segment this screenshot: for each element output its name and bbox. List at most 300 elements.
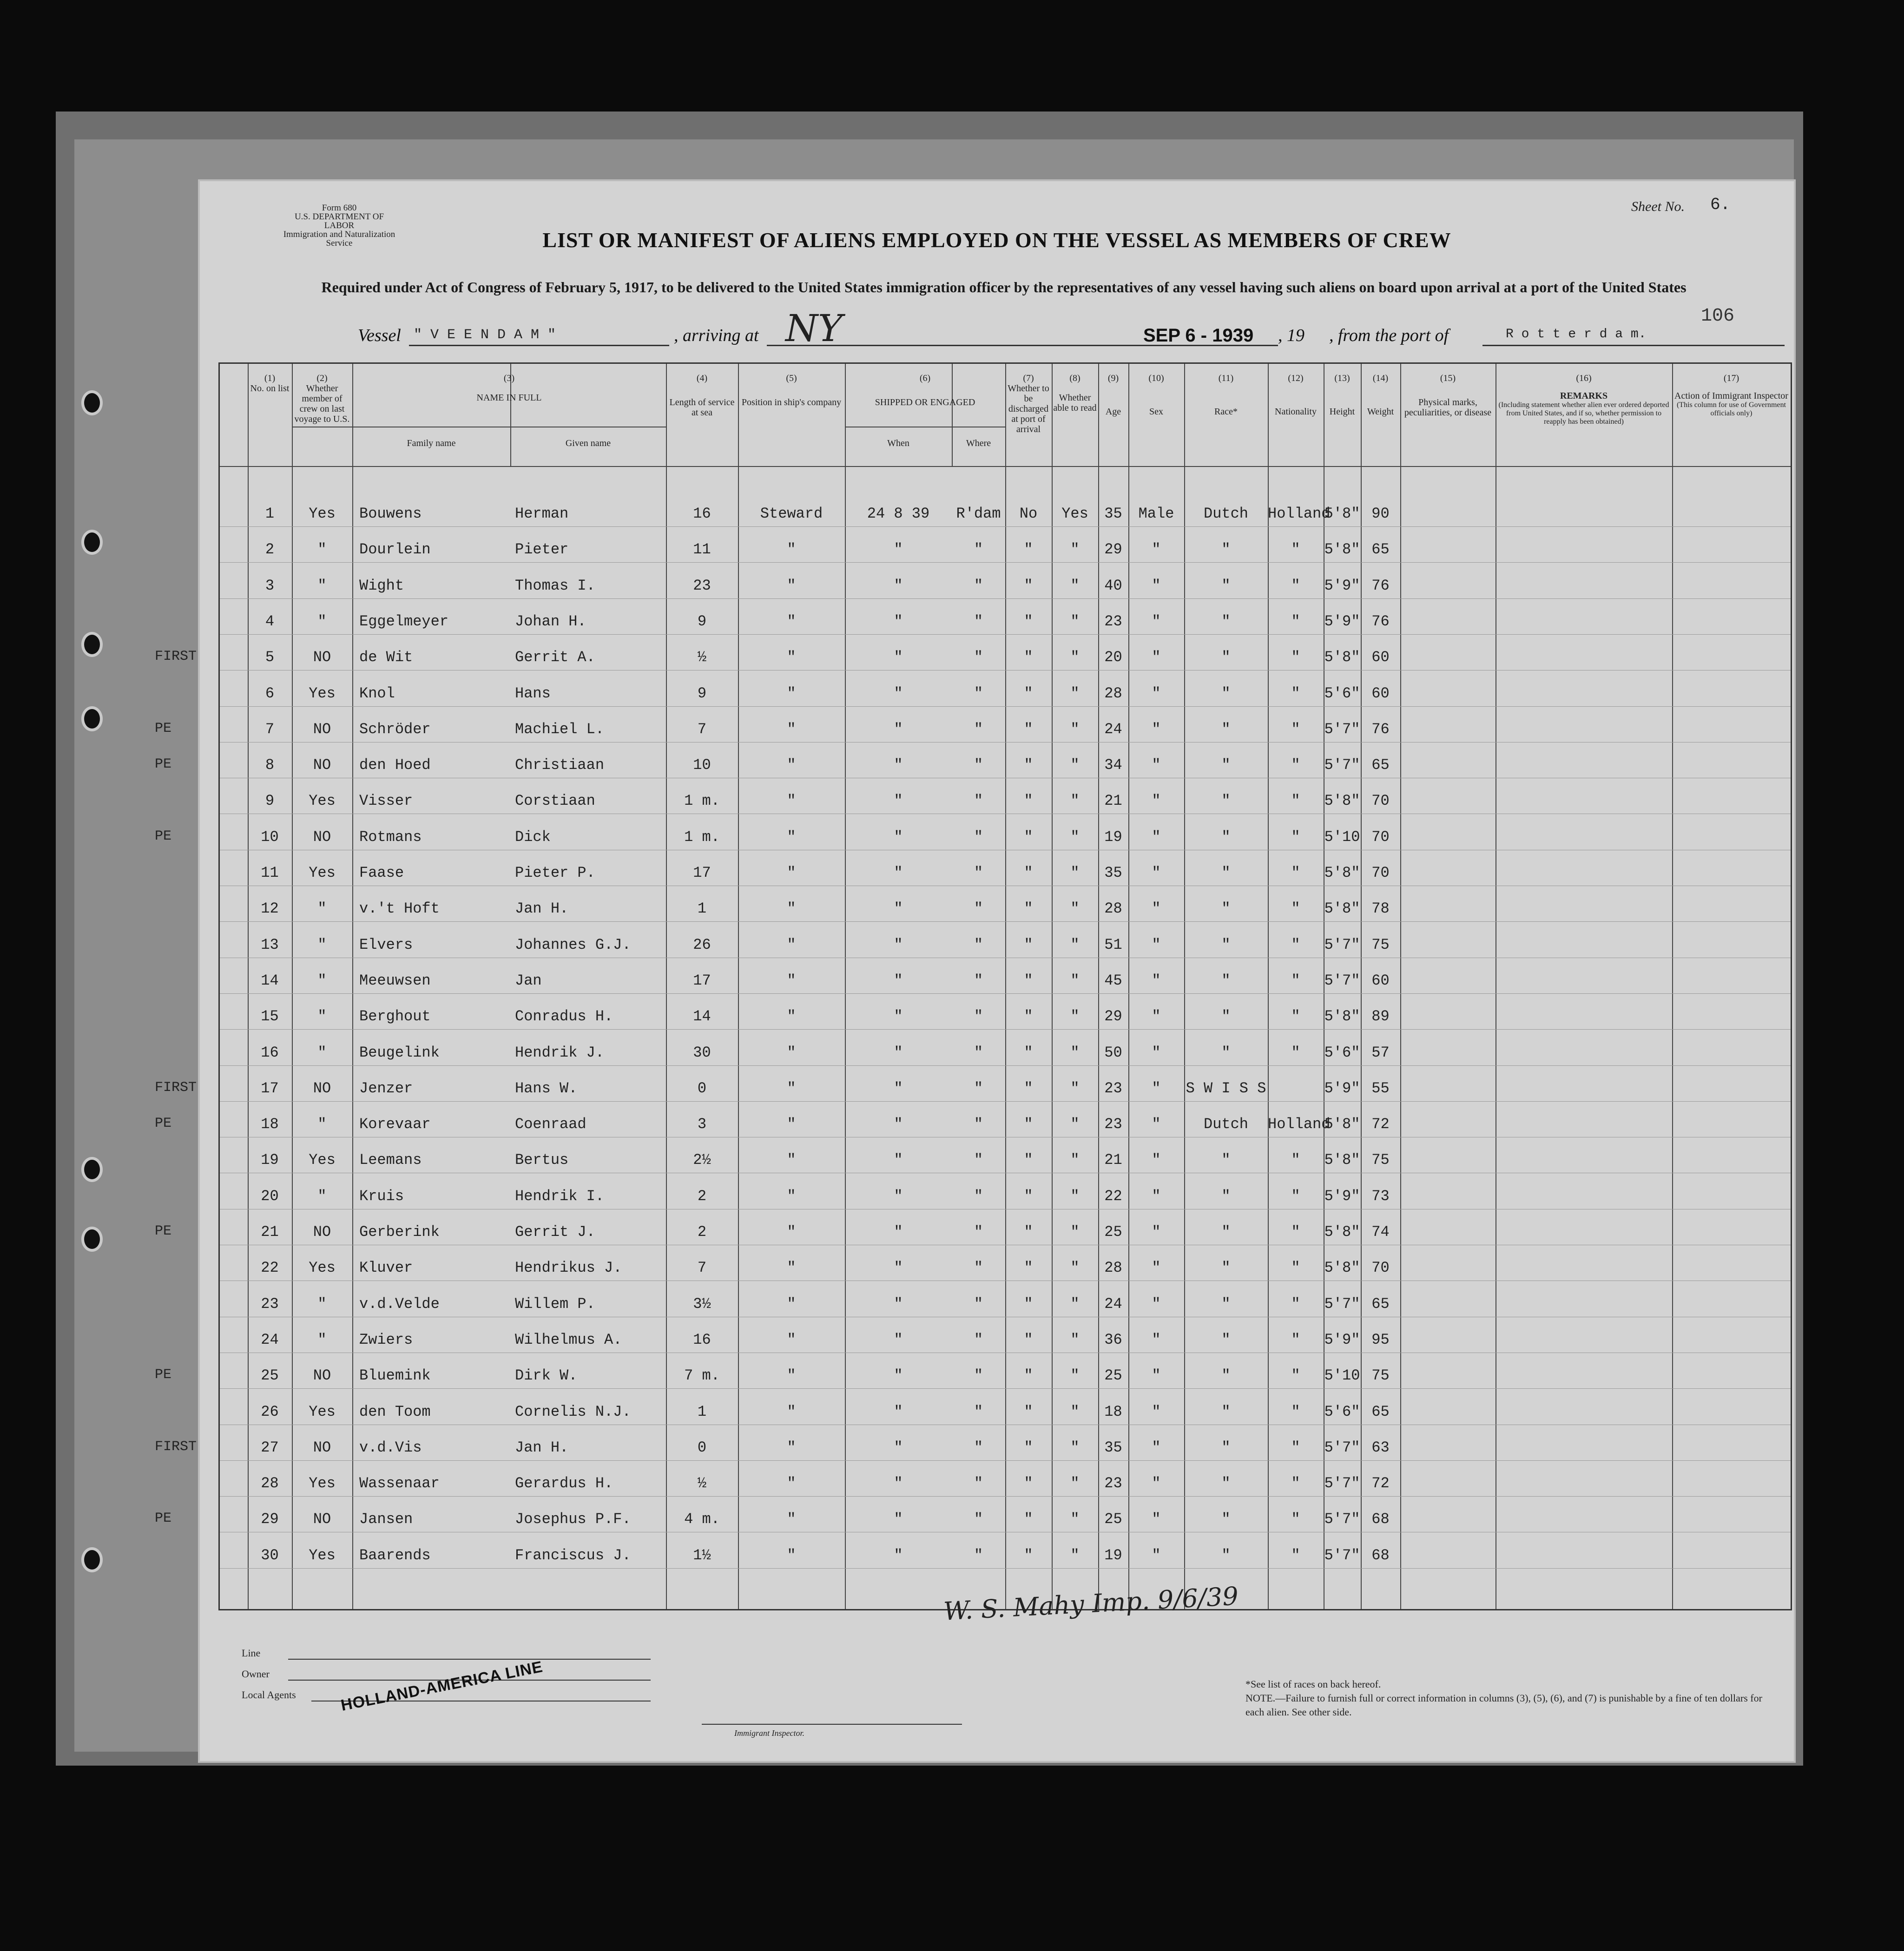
form-department: U.S. DEPARTMENT OF LABOR xyxy=(294,212,384,230)
cell-race: " xyxy=(1221,612,1231,630)
cell-discharged: " xyxy=(1024,864,1033,881)
cell-discharged: " xyxy=(1024,649,1033,666)
cell-race: " xyxy=(1221,828,1231,846)
cell-family-name: Korevaar xyxy=(359,1116,431,1133)
cell-last-voyage: NO xyxy=(313,649,331,666)
company-stamp: HOLLAND-AMERICA LINE xyxy=(339,1658,545,1715)
cell-sex: " xyxy=(1152,1079,1161,1097)
cell-last-voyage: " xyxy=(317,1295,327,1313)
cell-sex: " xyxy=(1152,1439,1161,1456)
footnotes xyxy=(1245,1677,1780,1719)
cell-last-voyage: " xyxy=(317,936,327,953)
year-label: , 19 xyxy=(1278,326,1304,345)
cell-last-voyage: Yes xyxy=(309,1151,336,1169)
cell-discharged: " xyxy=(1024,720,1033,738)
cell-age: 23 xyxy=(1104,612,1122,630)
table-row xyxy=(220,1038,1791,1073)
cell-shipped-when: " xyxy=(894,972,903,989)
col-6-where-header: Where xyxy=(966,438,991,448)
cell-nationality: " xyxy=(1291,864,1300,881)
page-title: LIST OR MANIFEST OF ALIENS EMPLOYED ON THE VESSEL AS MEMBERS OF CREW xyxy=(542,228,1451,252)
cell-age: 23 xyxy=(1104,1079,1122,1097)
cell-age: 25 xyxy=(1104,1367,1122,1385)
cell-weight: 76 xyxy=(1371,612,1390,630)
cell-height: 5'7" xyxy=(1324,936,1360,953)
cell-weight: 70 xyxy=(1371,792,1390,810)
cell-given-name: Corstiaan xyxy=(515,792,595,810)
cell-position: " xyxy=(787,1403,796,1420)
cell-family-name: Zwiers xyxy=(359,1331,413,1348)
col-8-header: (8) Whether able to read xyxy=(1053,373,1097,413)
table-row xyxy=(220,678,1791,714)
cell-family-name: v.'t Hoft xyxy=(359,900,440,918)
cell-able-to-read: " xyxy=(1070,1331,1080,1348)
arrival-date: SEP 6 - 1939 xyxy=(1143,325,1254,346)
cell-position: " xyxy=(787,720,796,738)
crew-manifest-table xyxy=(155,362,1792,1610)
cell-shipped-where: " xyxy=(974,541,983,558)
cell-nationality: " xyxy=(1291,1044,1300,1061)
cell-height: 5'7" xyxy=(1324,1295,1360,1313)
cell-last-voyage: " xyxy=(317,612,327,630)
cell-shipped-where: " xyxy=(974,684,983,702)
cell-length-of-service: 11 xyxy=(693,541,711,558)
cell-height: 5'8" xyxy=(1324,900,1360,918)
cell-position: " xyxy=(787,828,796,846)
cell-shipped-where: " xyxy=(974,649,983,666)
cell-shipped-when: " xyxy=(894,936,903,953)
cell-given-name: Thomas I. xyxy=(515,577,595,594)
cell-shipped-when: " xyxy=(894,828,903,846)
margin-annotation: PE xyxy=(155,828,172,844)
cell-height: 5'8" xyxy=(1324,792,1360,810)
cell-row-number: 26 xyxy=(261,1403,279,1420)
cell-weight: 75 xyxy=(1371,936,1390,953)
cell-row-number: 7 xyxy=(265,720,275,738)
cell-weight: 70 xyxy=(1371,864,1390,881)
cell-discharged: " xyxy=(1024,1295,1033,1313)
cell-position: " xyxy=(787,612,796,630)
cell-row-number: 11 xyxy=(261,864,279,881)
cell-height: 5'8" xyxy=(1324,505,1360,522)
cell-length-of-service: 30 xyxy=(693,1044,711,1061)
cell-row-number: 22 xyxy=(261,1259,279,1277)
cell-given-name: Machiel L. xyxy=(515,720,605,738)
cell-race: " xyxy=(1221,756,1231,774)
owner-label: Owner xyxy=(242,1668,270,1680)
cell-age: 25 xyxy=(1104,1511,1122,1528)
cell-length-of-service: 9 xyxy=(697,684,707,702)
manifest-sheet xyxy=(155,181,1794,1761)
cell-height: 5'7" xyxy=(1324,1511,1360,1528)
cell-shipped-where: " xyxy=(974,900,983,918)
cell-length-of-service: ½ xyxy=(697,649,707,666)
from-label: , from the port of xyxy=(1329,326,1449,345)
cell-sex: " xyxy=(1152,1187,1161,1205)
inspector-signature: W. S. Mahy Imp. 9/6/39 xyxy=(942,1581,1239,1626)
margin-annotation: FIRST xyxy=(155,649,197,665)
cell-race: " xyxy=(1221,1187,1231,1205)
sheet-number: 6. xyxy=(1710,195,1731,214)
sheet-label: Sheet No. xyxy=(1631,199,1685,214)
cell-length-of-service: 2½ xyxy=(693,1151,711,1169)
margin-annotation: FIRST xyxy=(155,1079,197,1096)
cell-shipped-where: " xyxy=(974,577,983,594)
cell-family-name: Bluemink xyxy=(359,1367,431,1385)
cell-discharged: " xyxy=(1024,1331,1033,1348)
cell-family-name: Baarends xyxy=(359,1546,431,1564)
cell-shipped-where: " xyxy=(974,828,983,846)
cell-discharged: " xyxy=(1024,1044,1033,1061)
cell-shipped-where: " xyxy=(974,1116,983,1133)
cell-nationality: " xyxy=(1291,1475,1300,1492)
cell-weight: 70 xyxy=(1371,828,1390,846)
cell-race: " xyxy=(1221,792,1231,810)
cell-row-number: 29 xyxy=(261,1511,279,1528)
cell-family-name: Leemans xyxy=(359,1151,422,1169)
cell-length-of-service: ½ xyxy=(697,1475,707,1492)
col-9-header: (9) Age xyxy=(1105,373,1121,417)
cell-discharged: " xyxy=(1024,1511,1033,1528)
cell-height: 5'8" xyxy=(1324,1259,1360,1277)
table-row xyxy=(220,930,1791,965)
cell-shipped-where: " xyxy=(974,1511,983,1528)
cell-shipped-where: " xyxy=(974,1367,983,1385)
cell-length-of-service: 1 xyxy=(697,900,707,918)
cell-shipped-when: " xyxy=(894,612,903,630)
cell-length-of-service: 26 xyxy=(693,936,711,953)
cell-shipped-when: " xyxy=(894,1439,903,1456)
cell-discharged: " xyxy=(1024,577,1033,594)
cell-discharged: " xyxy=(1024,972,1033,989)
cell-discharged: " xyxy=(1024,1546,1033,1564)
cell-age: 50 xyxy=(1104,1044,1122,1061)
cell-weight: 68 xyxy=(1371,1511,1390,1528)
cell-row-number: 15 xyxy=(261,1008,279,1025)
cell-age: 28 xyxy=(1104,900,1122,918)
cell-given-name: Johannes G.J. xyxy=(515,936,631,953)
cell-family-name: Faase xyxy=(359,864,404,881)
cell-position: " xyxy=(787,1546,796,1564)
margin-annotation: PE xyxy=(155,1511,172,1527)
cell-weight: 89 xyxy=(1371,1008,1390,1025)
cell-family-name: Elvers xyxy=(359,936,413,953)
cell-length-of-service: 3½ xyxy=(693,1295,711,1313)
cell-shipped-when: " xyxy=(894,577,903,594)
cell-sex: " xyxy=(1152,577,1161,594)
page-subtitle: Required under Act of Congress of February 5, 1917, to be delivered to the United States immigration officer by the representatives of any vessel having such aliens on board upon arrival at a port of the United States xyxy=(321,279,1687,296)
cell-sex: " xyxy=(1152,612,1161,630)
margin-annotation: PE xyxy=(155,720,172,736)
cell-sex: " xyxy=(1152,1044,1161,1061)
col-3-family-header: Family name xyxy=(407,438,456,448)
cell-length-of-service: 7 m. xyxy=(684,1367,720,1385)
cell-height: 5'8" xyxy=(1324,1223,1360,1241)
inspector-label: Immigrant Inspector. xyxy=(734,1728,804,1738)
cell-length-of-service: 4 m. xyxy=(684,1511,720,1528)
cell-family-name: den Hoed xyxy=(359,756,431,774)
col-13-header: (13) Height xyxy=(1329,373,1355,417)
cell-age: 36 xyxy=(1104,1331,1122,1348)
cell-row-number: 10 xyxy=(261,828,279,846)
cell-row-number: 1 xyxy=(265,505,275,522)
cell-nationality: " xyxy=(1291,1259,1300,1277)
cell-able-to-read: " xyxy=(1070,756,1080,774)
cell-nationality: " xyxy=(1291,1008,1300,1025)
cell-length-of-service: 14 xyxy=(693,1008,711,1025)
cell-height: 5'7" xyxy=(1324,720,1360,738)
cell-weight: 60 xyxy=(1371,684,1390,702)
cell-position: " xyxy=(787,1331,796,1348)
cell-height: 5'6" xyxy=(1324,1044,1360,1061)
cell-nationality: " xyxy=(1291,720,1300,738)
margin-annotation: PE xyxy=(155,756,172,773)
arriving-port: NY xyxy=(785,307,843,350)
cell-position: " xyxy=(787,1223,796,1241)
cell-given-name: Hendrik J. xyxy=(515,1044,605,1061)
cell-given-name: Jan xyxy=(515,972,542,989)
cell-shipped-when: " xyxy=(894,1187,903,1205)
cell-weight: 73 xyxy=(1371,1187,1390,1205)
cell-age: 28 xyxy=(1104,1259,1122,1277)
cell-row-number: 16 xyxy=(261,1044,279,1061)
cell-given-name: Franciscus J. xyxy=(515,1546,631,1564)
cell-last-voyage: NO xyxy=(313,1511,331,1528)
cell-family-name: den Toom xyxy=(359,1403,431,1420)
arriving-label: , arriving at xyxy=(674,326,759,345)
cell-race: " xyxy=(1221,1151,1231,1169)
cell-height: 5'8" xyxy=(1324,1008,1360,1025)
cell-shipped-when: " xyxy=(894,864,903,881)
cell-length-of-service: 17 xyxy=(693,864,711,881)
cell-given-name: Wilhelmus A. xyxy=(515,1331,622,1348)
cell-given-name: Conradus H. xyxy=(515,1008,613,1025)
cell-age: 24 xyxy=(1104,1295,1122,1313)
cell-sex: " xyxy=(1152,1403,1161,1420)
cell-last-voyage: NO xyxy=(313,720,331,738)
cell-last-voyage: Yes xyxy=(309,1475,336,1492)
binder-hole xyxy=(81,1547,103,1572)
cell-able-to-read: " xyxy=(1070,1187,1080,1205)
col-14-header: (14) Weight xyxy=(1367,373,1394,417)
cell-given-name: Hans xyxy=(515,684,551,702)
cell-row-number: 2 xyxy=(265,541,275,558)
cell-shipped-where: " xyxy=(974,1475,983,1492)
cell-family-name: Dourlein xyxy=(359,541,431,558)
cell-able-to-read: " xyxy=(1070,1223,1080,1241)
form-number: Form 680 xyxy=(322,203,357,213)
cell-height: 5'6" xyxy=(1324,684,1360,702)
cell-height: 5'7" xyxy=(1324,1475,1360,1492)
cell-sex: " xyxy=(1152,1546,1161,1564)
cell-row-number: 8 xyxy=(265,756,275,774)
cell-height: 5'9" xyxy=(1324,1079,1360,1097)
cell-length-of-service: 0 xyxy=(697,1079,707,1097)
cell-discharged: " xyxy=(1024,1223,1033,1241)
cell-position: " xyxy=(787,864,796,881)
cell-able-to-read: " xyxy=(1070,649,1080,666)
table-row xyxy=(220,1145,1791,1180)
cell-discharged: " xyxy=(1024,936,1033,953)
cell-nationality: " xyxy=(1291,972,1300,989)
table-row xyxy=(220,1540,1791,1576)
cell-race: " xyxy=(1221,900,1231,918)
cell-able-to-read: " xyxy=(1070,1044,1080,1061)
cell-given-name: Josephus P.F. xyxy=(515,1511,631,1528)
cell-race: " xyxy=(1221,541,1231,558)
binder-hole xyxy=(81,632,103,657)
cell-sex: " xyxy=(1152,1259,1161,1277)
cell-nationality: " xyxy=(1291,577,1300,594)
col-11-header: (11) Race* xyxy=(1214,373,1238,417)
cell-race: " xyxy=(1221,936,1231,953)
cell-shipped-when: " xyxy=(894,756,903,774)
cell-race: " xyxy=(1221,720,1231,738)
cell-sex: " xyxy=(1152,1475,1161,1492)
cell-given-name: Hendrik I. xyxy=(515,1187,605,1205)
cell-shipped-when: " xyxy=(894,1116,903,1133)
cell-shipped-where: " xyxy=(974,1439,983,1456)
cell-shipped-where: " xyxy=(974,756,983,774)
cell-given-name: Christiaan xyxy=(515,756,605,774)
cell-shipped-where: " xyxy=(974,1295,983,1313)
binder-hole xyxy=(81,706,103,731)
cell-discharged: " xyxy=(1024,1439,1033,1456)
cell-given-name: Herman xyxy=(515,505,569,522)
cell-nationality: " xyxy=(1291,936,1300,953)
cell-height: 5'9" xyxy=(1324,577,1360,594)
cell-nationality: " xyxy=(1291,1331,1300,1348)
cell-race: " xyxy=(1221,684,1231,702)
cell-shipped-where: " xyxy=(974,1331,983,1348)
cell-length-of-service: 2 xyxy=(697,1223,707,1241)
cell-discharged: " xyxy=(1024,684,1033,702)
table-row xyxy=(220,858,1791,893)
agents-label: Local Agents xyxy=(242,1689,296,1701)
cell-shipped-where: " xyxy=(974,1044,983,1061)
cell-weight: 70 xyxy=(1371,1259,1390,1277)
cell-weight: 75 xyxy=(1371,1151,1390,1169)
cell-length-of-service: 0 xyxy=(697,1439,707,1456)
cell-able-to-read: " xyxy=(1070,577,1080,594)
cell-shipped-when: " xyxy=(894,1044,903,1061)
col-3-given-header: Given name xyxy=(565,438,611,448)
cell-given-name: Bertus xyxy=(515,1151,569,1169)
cell-weight: 68 xyxy=(1371,1546,1390,1564)
cell-last-voyage: NO xyxy=(313,1367,331,1385)
cell-given-name: Dirk W. xyxy=(515,1367,578,1385)
col-16-header: (16) REMARKS (Including statement whether alien ever ordered deported from United States, and if so, whether permission to reapply has been obtained) xyxy=(1498,373,1669,426)
cell-able-to-read: " xyxy=(1070,684,1080,702)
cell-row-number: 6 xyxy=(265,684,275,702)
cell-sex: " xyxy=(1152,1295,1161,1313)
cell-family-name: Schröder xyxy=(359,720,431,738)
cell-row-number: 12 xyxy=(261,900,279,918)
cell-age: 21 xyxy=(1104,1151,1122,1169)
cell-race: " xyxy=(1221,1439,1231,1456)
cell-age: 19 xyxy=(1104,1546,1122,1564)
cell-shipped-when: " xyxy=(894,1259,903,1277)
table-row xyxy=(220,1181,1791,1216)
cell-nationality: " xyxy=(1291,900,1300,918)
cell-position: Steward xyxy=(760,505,823,522)
cell-discharged: " xyxy=(1024,1475,1033,1492)
cell-last-voyage: NO xyxy=(313,756,331,774)
cell-given-name: Willem P. xyxy=(515,1295,595,1313)
table-row xyxy=(220,1468,1791,1504)
table-row xyxy=(155,1360,1791,1396)
cell-sex: " xyxy=(1152,1223,1161,1241)
cell-last-voyage: " xyxy=(317,1116,327,1133)
cell-race: " xyxy=(1221,1511,1231,1528)
cell-able-to-read: Yes xyxy=(1061,505,1088,522)
cell-last-voyage: " xyxy=(317,1008,327,1025)
cell-row-number: 9 xyxy=(265,792,275,810)
cell-shipped-where: " xyxy=(974,1546,983,1564)
cell-shipped-when: " xyxy=(894,1546,903,1564)
cell-weight: 65 xyxy=(1371,756,1390,774)
cell-length-of-service: 16 xyxy=(693,505,711,522)
cell-position: " xyxy=(787,1151,796,1169)
races-note: *See list of races on back hereof. xyxy=(1245,1678,1381,1690)
cell-last-voyage: " xyxy=(317,1044,327,1061)
cell-sex: " xyxy=(1152,541,1161,558)
cell-shipped-when: " xyxy=(894,1367,903,1385)
cell-discharged: " xyxy=(1024,1008,1033,1025)
margin-annotation: PE xyxy=(155,1223,172,1239)
cell-able-to-read: " xyxy=(1070,720,1080,738)
cell-discharged: No xyxy=(1019,505,1038,522)
cell-able-to-read: " xyxy=(1070,1511,1080,1528)
col-5-header: (5) Position in ship's company xyxy=(741,373,842,407)
cell-position: " xyxy=(787,1295,796,1313)
cell-family-name: Jenzer xyxy=(359,1079,413,1097)
cell-shipped-where: " xyxy=(974,720,983,738)
cell-given-name: Jan H. xyxy=(515,900,569,918)
cell-family-name: Kluver xyxy=(359,1259,413,1277)
margin-annotation: PE xyxy=(155,1116,172,1132)
cell-length-of-service: 1½ xyxy=(693,1546,711,1564)
cell-given-name: Gerardus H. xyxy=(515,1475,613,1492)
cell-row-number: 19 xyxy=(261,1151,279,1169)
cell-length-of-service: 3 xyxy=(697,1116,707,1133)
cell-last-voyage: Yes xyxy=(309,1546,336,1564)
cell-race: " xyxy=(1221,1403,1231,1420)
cell-able-to-read: " xyxy=(1070,1079,1080,1097)
table-row xyxy=(155,1109,1791,1144)
table-row xyxy=(220,893,1791,929)
col-17-header: (17) Action of Immigrant Inspector (This column for use of Government officials only) xyxy=(1674,373,1788,417)
col-12-header: (12) Nationality xyxy=(1275,373,1317,417)
col-10-header: (10) Sex xyxy=(1148,373,1164,417)
cell-shipped-where: " xyxy=(974,864,983,881)
cell-height: 5'8" xyxy=(1324,541,1360,558)
margin-annotation: FIRST xyxy=(155,1439,197,1455)
cell-race: " xyxy=(1221,1295,1231,1313)
cell-row-number: 18 xyxy=(261,1116,279,1133)
cell-row-number: 28 xyxy=(261,1475,279,1492)
cell-age: 40 xyxy=(1104,577,1122,594)
cell-able-to-read: " xyxy=(1070,612,1080,630)
col-3-header: (3) NAME IN FULL xyxy=(476,373,542,403)
cell-family-name: v.d.Vis xyxy=(359,1439,422,1456)
cell-nationality: " xyxy=(1291,649,1300,666)
cell-position: " xyxy=(787,1475,796,1492)
cell-last-voyage: Yes xyxy=(309,505,336,522)
cell-height: 5'7" xyxy=(1324,756,1360,774)
cell-able-to-read: " xyxy=(1070,1008,1080,1025)
cell-shipped-when: " xyxy=(894,1331,903,1348)
